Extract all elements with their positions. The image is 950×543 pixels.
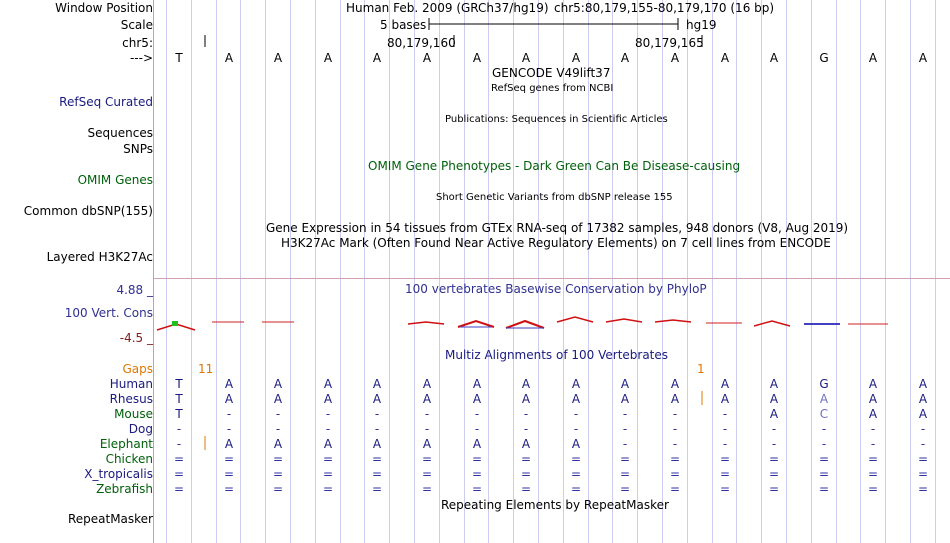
alignment-base: - — [920, 422, 926, 436]
species-label[interactable]: X_tropicalis — [84, 467, 153, 481]
alignment-base: A — [224, 437, 234, 451]
alignment-base: - — [325, 422, 331, 436]
alignment-base: A — [620, 392, 630, 406]
alignment-base: = — [669, 482, 681, 496]
repeatmasker-label[interactable]: RepeatMasker — [67, 512, 153, 526]
alignment-base: A — [422, 392, 432, 406]
alignment-base: - — [226, 407, 232, 421]
alignment-base: = — [719, 452, 731, 466]
alignment-base: = — [520, 482, 532, 496]
alignment-base: A — [521, 437, 531, 451]
alignment-base: = — [173, 482, 185, 496]
alignment-base: A — [918, 407, 928, 421]
alignment-base: - — [523, 422, 529, 436]
alignment-base: - — [275, 407, 281, 421]
dbsnp-label[interactable]: Common dbSNP(155) — [23, 204, 153, 218]
alignment-base: = — [173, 467, 185, 481]
alignment-base: - — [672, 422, 678, 436]
alignment-base: A — [670, 392, 680, 406]
snps-label[interactable]: SNPs — [123, 142, 153, 156]
alignment-base: = — [421, 467, 433, 481]
cons-label[interactable]: 100 Vert. Cons — [64, 306, 153, 320]
reference-base: A — [323, 51, 333, 65]
alignment-base: - — [622, 407, 628, 421]
alignment-base: A — [372, 377, 382, 391]
alignment-base: C — [819, 407, 829, 421]
reference-base: A — [372, 51, 382, 65]
alignment-base: A — [571, 437, 581, 451]
alignment-base: = — [371, 482, 383, 496]
alignment-base: A — [472, 377, 482, 391]
alignment-base: = — [322, 452, 334, 466]
alignment-base: = — [272, 482, 284, 496]
alignment-base: = — [421, 452, 433, 466]
omim-genes-label[interactable]: OMIM Genes — [77, 173, 153, 187]
coord-tick-1: 80,179,160 — [387, 36, 456, 50]
alignment-base: = — [867, 452, 879, 466]
alignment-base: G — [819, 377, 829, 391]
reference-base: G — [819, 51, 829, 65]
species-label[interactable]: Dog — [128, 422, 153, 436]
reference-base: A — [422, 51, 432, 65]
reference-base: A — [224, 51, 234, 65]
window-position-value: chr5:80,179,155-80,179,170 (16 bp) — [554, 1, 775, 15]
alignment-base: - — [821, 437, 827, 451]
alignment-base: - — [474, 407, 480, 421]
reference-base: A — [769, 51, 779, 65]
strand-label[interactable]: ---> — [129, 51, 153, 65]
alignment-base: = — [471, 467, 483, 481]
gtex-track-title[interactable]: Gene Expression in 54 tissues from GTEx RNA-seq of 17382 samples, 948 donors (V8, Aug 2019) — [266, 221, 849, 235]
phylop-wiggle — [157, 317, 888, 330]
alignment-base: A — [720, 377, 730, 391]
reference-base: A — [918, 51, 928, 65]
alignment-base: A — [224, 392, 234, 406]
alignment-base: A — [868, 407, 878, 421]
alignment-base: A — [868, 392, 878, 406]
alignment-base: A — [323, 437, 333, 451]
alignment-base: A — [273, 437, 283, 451]
reference-base: A — [868, 51, 878, 65]
alignment-base: = — [570, 467, 582, 481]
refseq-track-subtitle: RefSeq genes from NCBI — [491, 83, 614, 94]
alignment-base: - — [374, 422, 380, 436]
reference-base: A — [620, 51, 630, 65]
h3k27ac-label[interactable]: Layered H3K27Ac — [46, 250, 153, 264]
reference-base: A — [273, 51, 283, 65]
species-label[interactable]: Elephant — [99, 437, 153, 451]
assembly-name: Human Feb. 2009 (GRCh37/hg19) — [346, 1, 549, 15]
coord-tick-2: 80,179,165 — [635, 36, 704, 50]
gencode-track-title[interactable]: GENCODE V49lift37 — [492, 66, 611, 80]
alignment-base: = — [471, 452, 483, 466]
alignment-base: = — [719, 482, 731, 496]
alignment-base: - — [722, 437, 728, 451]
alignment-base: A — [273, 377, 283, 391]
alignment-base: = — [421, 482, 433, 496]
alignment-base: = — [867, 482, 879, 496]
alignment-base: - — [622, 437, 628, 451]
alignment-base: = — [768, 452, 780, 466]
alignment-base: = — [272, 452, 284, 466]
alignment-base: = — [471, 482, 483, 496]
alignment-base: T — [175, 407, 183, 421]
reference-base: A — [571, 51, 581, 65]
alignment-base: A — [372, 392, 382, 406]
alignment-base: = — [371, 452, 383, 466]
alignment-base: = — [371, 467, 383, 481]
alignment-base: - — [771, 437, 777, 451]
alignment-base: - — [672, 407, 678, 421]
alignment-base: = — [669, 467, 681, 481]
alignment-base: = — [619, 452, 631, 466]
alignment-base: - — [176, 437, 182, 451]
alignment-base: = — [768, 467, 780, 481]
alignment-base: - — [424, 407, 430, 421]
species-label[interactable]: Zebrafish — [96, 482, 153, 496]
alignment-base: = — [867, 467, 879, 481]
reference-base: A — [670, 51, 680, 65]
alignment-base: = — [322, 482, 334, 496]
alignment-base: - — [672, 437, 678, 451]
alignment-base: - — [374, 407, 380, 421]
alignment-base: A — [521, 392, 531, 406]
alignment-base: - — [176, 422, 182, 436]
alignment-base: - — [573, 407, 579, 421]
alignment-base: = — [917, 452, 929, 466]
phylop-track-title[interactable]: 100 vertebrates Basewise Conservation by PhyloP — [405, 282, 707, 296]
alignment-base: - — [424, 422, 430, 436]
gaps-label[interactable]: Gaps — [122, 362, 153, 376]
publications-track-title[interactable]: Publications: Sequences in Scientific Articles — [445, 114, 668, 125]
alignment-base: = — [520, 467, 532, 481]
alignment-base: - — [870, 437, 876, 451]
alignment-base: - — [722, 407, 728, 421]
alignment-base: = — [520, 452, 532, 466]
gap-mark-1: 11 — [198, 362, 214, 376]
window-position-label: Window Position — [55, 1, 153, 15]
alignment-base: A — [372, 437, 382, 451]
alignment-base: A — [918, 392, 928, 406]
reference-base: A — [521, 51, 531, 65]
species-label[interactable]: Mouse — [114, 407, 153, 421]
species-label[interactable]: Rhesus — [109, 392, 153, 406]
alignment-base: = — [570, 482, 582, 496]
gap-mark-2: 1 — [697, 362, 705, 376]
multiz-track-title[interactable]: Multiz Alignments of 100 Vertebrates — [445, 348, 669, 362]
alignment-base: - — [226, 422, 232, 436]
alignment-base: - — [821, 422, 827, 436]
alignment-base: A — [571, 377, 581, 391]
alignment-base: - — [722, 422, 728, 436]
alignment-base: = — [223, 467, 235, 481]
alignment-base: = — [818, 452, 830, 466]
chrom-label[interactable]: chr5: — [122, 36, 153, 50]
phylop-max-label: 4.88 _ — [116, 283, 153, 297]
alignment-base: A — [620, 377, 630, 391]
omim-track-title[interactable]: OMIM Gene Phenotypes - Dark Green Can Be Disease-causing — [368, 159, 741, 173]
alignment-base: A — [472, 437, 482, 451]
alignment-base: = — [818, 467, 830, 481]
alignment-base: A — [918, 377, 928, 391]
reference-base: A — [720, 51, 730, 65]
alignment-base: = — [322, 467, 334, 481]
alignment-base: = — [223, 482, 235, 496]
alignment-base: A — [571, 392, 581, 406]
alignment-base: A — [521, 377, 531, 391]
alignment-base: = — [719, 467, 731, 481]
alignment-base: = — [173, 452, 185, 466]
alignment-base: A — [819, 392, 829, 406]
alignment-base: A — [323, 392, 333, 406]
alignment-base: = — [669, 452, 681, 466]
alignment-base: A — [670, 377, 680, 391]
alignment-base: A — [224, 377, 234, 391]
alignment-base: = — [818, 482, 830, 496]
alignment-base: - — [920, 437, 926, 451]
scale-bases: 5 bases — [380, 18, 427, 32]
alignment-base: A — [472, 392, 482, 406]
alignment-base: = — [619, 467, 631, 481]
scale-label[interactable]: Scale — [120, 18, 153, 32]
alignment-base: - — [870, 422, 876, 436]
species-label[interactable]: Human — [109, 377, 153, 391]
reference-base: T — [175, 51, 183, 65]
alignment-base: T — [175, 377, 183, 391]
alignment-base: A — [323, 377, 333, 391]
alignment-base: T — [175, 392, 183, 406]
scale-db: hg19 — [686, 18, 717, 32]
alignment-base: A — [422, 437, 432, 451]
alignment-base: A — [720, 392, 730, 406]
alignment-base: = — [570, 452, 582, 466]
alignment-base: = — [272, 467, 284, 481]
repeatmasker-track-title[interactable]: Repeating Elements by RepeatMasker — [441, 498, 669, 512]
alignment-base: A — [422, 377, 432, 391]
reference-base: A — [472, 51, 482, 65]
alignment-base: A — [868, 377, 878, 391]
alignment-base: - — [474, 422, 480, 436]
alignment-base: - — [622, 422, 628, 436]
alignment-base: - — [325, 407, 331, 421]
refseq-label[interactable]: RefSeq Curated — [59, 95, 153, 109]
alignment-base: A — [769, 392, 779, 406]
alignment-base: A — [769, 377, 779, 391]
alignment-base: = — [223, 452, 235, 466]
alignment-base: = — [917, 467, 929, 481]
alignment-base: - — [573, 422, 579, 436]
sequences-label[interactable]: Sequences — [87, 126, 153, 140]
alignment-base: = — [768, 482, 780, 496]
alignment-base: = — [619, 482, 631, 496]
alignment-base: - — [523, 407, 529, 421]
dbsnp-track-title[interactable]: Short Genetic Variants from dbSNP release 155 — [436, 192, 673, 203]
phylop-min-label: -4.5 _ — [119, 331, 153, 345]
alignment-base: A — [769, 407, 779, 421]
species-label[interactable]: Chicken — [105, 452, 153, 466]
alignment-base: - — [275, 422, 281, 436]
h3k27ac-track-title[interactable]: H3K27Ac Mark (Often Found Near Active Regulatory Elements) on 7 cell lines from ENCODE — [281, 236, 831, 250]
alignment-base: A — [273, 392, 283, 406]
alignment-base: = — [917, 482, 929, 496]
alignment-base: - — [771, 422, 777, 436]
